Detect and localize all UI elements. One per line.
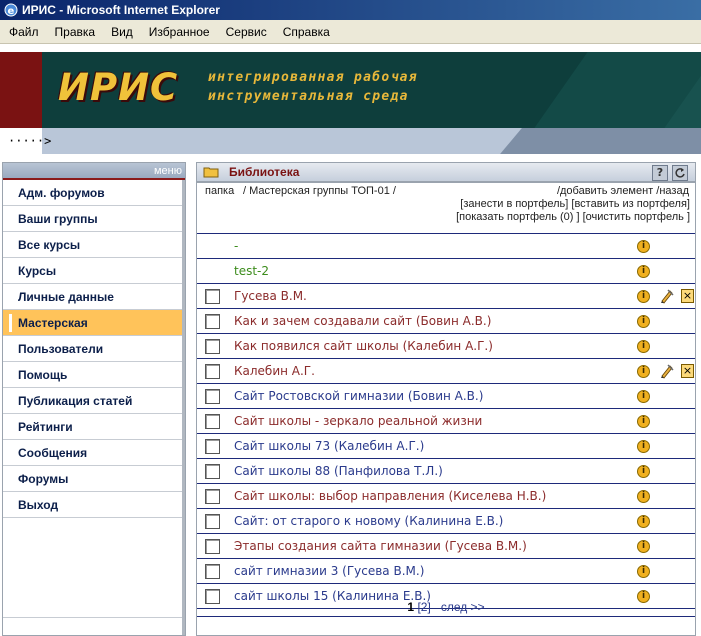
portfolio-actions-1[interactable]: [занести в портфель] [вставить из портфеля] [460, 198, 690, 210]
item-title-link[interactable]: - [234, 239, 239, 253]
list-item [197, 259, 695, 284]
info-icon[interactable]: i [637, 440, 650, 453]
item-checkbox[interactable] [205, 339, 220, 354]
site-logo[interactable]: ИРИС [58, 66, 179, 109]
info-icon[interactable]: i [637, 590, 650, 603]
portfolio-actions-2[interactable]: [показать портфель (0) ] [очистить портфель ] [456, 211, 690, 223]
info-icon[interactable]: i [637, 290, 650, 303]
sidebar-item[interactable]: Рейтинги [3, 414, 185, 440]
list-item [197, 559, 695, 584]
window-title: ИРИС - Microsoft Internet Explorer [22, 3, 220, 17]
edit-icon[interactable] [659, 363, 675, 379]
library-panel [196, 162, 696, 636]
item-title-link[interactable]: Сайт школы - зеркало реальной жизни [234, 414, 483, 428]
panel-header [197, 163, 695, 183]
list-item [197, 284, 695, 309]
sidebar-item[interactable]: Публикация статей [3, 388, 185, 414]
item-checkbox[interactable] [205, 439, 220, 454]
item-title-link[interactable]: Сайт: от старого к новому (Калинина Е.В.) [234, 514, 504, 528]
item-checkbox[interactable] [205, 389, 220, 404]
list-item [197, 359, 695, 384]
menu-bar [0, 20, 701, 44]
folder-icon [203, 166, 219, 178]
item-title-link[interactable]: Гусева В.М. [234, 289, 307, 303]
sidebar-separator [182, 180, 185, 635]
item-title-link[interactable]: Сайт школы 88 (Панфилова Т.Л.) [234, 464, 443, 478]
sidebar-bottom [3, 617, 185, 635]
menu-edit[interactable]: Правка [54, 24, 96, 39]
page-link-2[interactable]: [2] [417, 600, 431, 614]
path-label: папка [205, 185, 235, 197]
menu-favorites[interactable]: Избранное [148, 24, 210, 39]
info-icon[interactable]: i [637, 415, 650, 428]
item-title-link[interactable]: Сайт школы: выбор направления (Киселева Н.В.) [234, 489, 547, 503]
sidebar-item[interactable]: Сообщения [3, 440, 185, 466]
item-checkbox[interactable] [205, 464, 220, 479]
sidebar-menu [2, 162, 186, 636]
item-checkbox[interactable] [205, 314, 220, 329]
list-item [197, 434, 695, 459]
sidebar-item[interactable]: Курсы [3, 258, 185, 284]
item-checkbox[interactable] [205, 414, 220, 429]
item-checkbox[interactable] [205, 489, 220, 504]
item-title-link[interactable]: Сайт школы 73 (Калебин А.Г.) [234, 439, 425, 453]
item-title-link[interactable]: Как и зачем создавали сайт (Бовин А.В.) [234, 314, 492, 328]
pagination [197, 597, 695, 617]
panel-title: Библиотека [229, 165, 300, 179]
delete-icon[interactable]: × [682, 289, 693, 302]
list-item [197, 409, 695, 434]
menu-view[interactable]: Вид [111, 24, 133, 39]
banner-red-block [0, 52, 42, 128]
sidebar-item[interactable]: Личные данные [3, 284, 185, 310]
nav-strip-dark [529, 128, 701, 154]
ie-icon [4, 3, 18, 17]
menu-file[interactable]: Файл [9, 24, 39, 39]
path-line [197, 183, 695, 198]
info-icon[interactable]: i [637, 465, 650, 478]
list-item [197, 334, 695, 359]
edit-icon[interactable] [659, 288, 675, 304]
sidebar-item[interactable]: Адм. форумов [3, 180, 185, 206]
help-button[interactable]: ? [652, 165, 668, 181]
info-icon[interactable]: i [637, 365, 650, 378]
item-title-link[interactable]: сайт школы 15 (Калинина Е.В.) [234, 589, 431, 603]
list-item [197, 309, 695, 334]
sidebar-item[interactable]: Пользователи [3, 336, 185, 362]
svg-text:e: e [7, 6, 15, 17]
nav-strip [0, 128, 701, 154]
info-icon[interactable]: i [637, 515, 650, 528]
item-title-link[interactable]: сайт гимназии 3 (Гусева В.М.) [234, 564, 425, 578]
sidebar-item[interactable]: Ваши группы [3, 206, 185, 232]
info-icon[interactable]: i [637, 240, 650, 253]
info-icon[interactable]: i [637, 340, 650, 353]
panel-actions[interactable]: /добавить элемент /назад [556, 185, 689, 197]
window-titlebar [0, 0, 701, 20]
item-checkbox[interactable] [205, 364, 220, 379]
tagline-line-1: интегрированная рабочая [208, 70, 418, 85]
info-icon[interactable]: i [637, 315, 650, 328]
list-item [197, 484, 695, 509]
next-page-link[interactable]: след >> [440, 600, 485, 614]
item-checkbox[interactable] [205, 289, 220, 304]
info-icon[interactable]: i [637, 265, 650, 278]
page-current: 1 [407, 600, 415, 614]
list-item [197, 509, 695, 534]
menu-help[interactable]: Справка [282, 24, 330, 39]
item-title-link[interactable]: Этапы создания сайта гимназии (Гусева В.М.) [234, 539, 527, 553]
list-item [197, 384, 695, 409]
refresh-icon[interactable] [672, 165, 688, 181]
tagline-line-2: инструментальная среда [208, 89, 409, 104]
library-list [197, 233, 695, 609]
item-checkbox[interactable] [205, 564, 220, 579]
info-icon[interactable]: i [637, 490, 650, 503]
breadcrumb[interactable]: / Мастерская группы ТОП-01 / [243, 185, 396, 197]
sidebar-header: меню [3, 163, 185, 180]
item-title-link[interactable]: Калебин А.Г. [234, 364, 315, 378]
sidebar-item[interactable]: Выход [3, 492, 185, 518]
list-item [197, 234, 695, 259]
site-tagline [208, 68, 418, 106]
delete-icon[interactable]: × [682, 364, 693, 377]
info-icon[interactable]: i [637, 540, 650, 553]
item-checkbox[interactable] [205, 514, 220, 529]
sidebar-item[interactable]: Мастерская [3, 310, 185, 336]
item-checkbox[interactable] [205, 539, 220, 554]
item-title-link[interactable]: Сайт Ростовской гимназии (Бовин А.В.) [234, 389, 484, 403]
sidebar-item[interactable]: Все курсы [3, 232, 185, 258]
info-icon[interactable]: i [637, 565, 650, 578]
item-title-link[interactable]: Как появился сайт школы (Калебин А.Г.) [234, 339, 493, 353]
menu-tools[interactable]: Сервис [225, 24, 267, 39]
sidebar-item[interactable]: Форумы [3, 466, 185, 492]
list-item [197, 534, 695, 559]
nav-arrow-icon[interactable]: ·····> [0, 128, 42, 154]
list-item [197, 459, 695, 484]
item-title-link[interactable]: test-2 [234, 264, 270, 278]
site-banner [0, 52, 701, 128]
sidebar-item[interactable]: Помощь [3, 362, 185, 388]
info-icon[interactable]: i [637, 390, 650, 403]
